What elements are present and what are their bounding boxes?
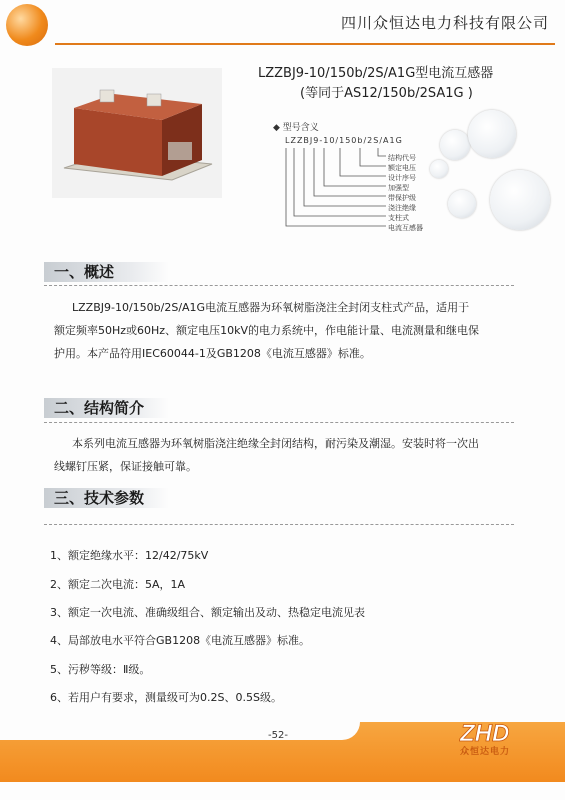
param-item: 3、额定一次电流、准确级组合、额定输出及动、热稳定电流见表 xyxy=(50,606,365,619)
legend-item: 浇注绝缘 xyxy=(388,204,416,212)
model-code: LZZBJ9-10/150b/2S/A1G xyxy=(285,136,403,145)
legend-item: 加强型 xyxy=(388,184,409,192)
company-name: 四川众恒达电力科技有限公司 xyxy=(340,14,549,32)
param-item: 2、额定二次电流：5A，1A xyxy=(50,578,186,591)
header-rule xyxy=(55,43,555,45)
paragraph-line: LZZBJ9-10/150b/2S/A1G电流互感器为环氧树脂浇注全封闭支柱式产品，适用于 xyxy=(72,301,470,314)
param-item: 5、污秽等级：Ⅱ级。 xyxy=(50,663,151,676)
model-meaning-heading: ◆ 型号含义 xyxy=(273,123,319,133)
decorative-bubble xyxy=(430,160,448,178)
product-title: LZZBJ9-10/150b/2S/A1G型电流互感器 xyxy=(258,66,494,81)
section-heading-overview: 一、概述 xyxy=(44,262,169,282)
logo-text: 众恒达电力 xyxy=(460,747,511,757)
param-item: 1、额定绝缘水平：12/42/75kV xyxy=(50,549,209,562)
legend-item: 支柱式 xyxy=(388,214,409,222)
param-item: 6、若用户有要求，测量级可为0.2S、0.5S级。 xyxy=(50,691,282,704)
decorative-bubble xyxy=(440,130,470,160)
legend-item: 结构代号 xyxy=(388,154,416,162)
paragraph-line: 额定频率50Hz或60Hz、额定电压10kV的电力系统中，作电能计量、电流测量和继电保 xyxy=(54,324,479,337)
section-divider xyxy=(44,524,514,525)
legend-item: 带保护级 xyxy=(388,194,416,202)
decorative-bubble xyxy=(490,170,550,230)
legend-item: 电流互感器 xyxy=(388,224,423,232)
section-heading-tech-params: 三、技术参数 xyxy=(44,488,169,508)
section-divider xyxy=(44,422,514,423)
overview-text xyxy=(54,296,532,365)
decorative-bubble xyxy=(448,190,476,218)
paragraph-line: 本系列电流互感器为环氧树脂浇注绝缘全封闭结构，耐污染及潮湿。安装时将一次出 xyxy=(72,437,479,450)
paragraph-line: 线螺钉压紧，保证接触可靠。 xyxy=(54,460,197,473)
structure-text xyxy=(54,432,532,478)
legend-item: 设计序号 xyxy=(388,174,416,182)
decorative-bubble xyxy=(468,110,516,158)
product-equivalent: (等同于AS12/150b/2SA1G ) xyxy=(300,86,473,101)
section-heading-structure: 二、结构简介 xyxy=(44,398,169,418)
product-photo xyxy=(52,68,222,198)
paragraph-line: 护用。本产品符用IEC60044-1及GB1208《电流互感器》标准。 xyxy=(54,347,371,360)
footer-curve xyxy=(0,722,360,740)
section-divider xyxy=(44,285,514,286)
page-number: -52- xyxy=(268,730,288,741)
logo-mark: ZHD xyxy=(460,720,510,747)
param-item: 4、局部放电水平符合GB1208《电流互感器》标准。 xyxy=(50,634,311,647)
legend-item: 额定电压 xyxy=(388,164,416,172)
decorative-orange-circle xyxy=(6,4,48,46)
